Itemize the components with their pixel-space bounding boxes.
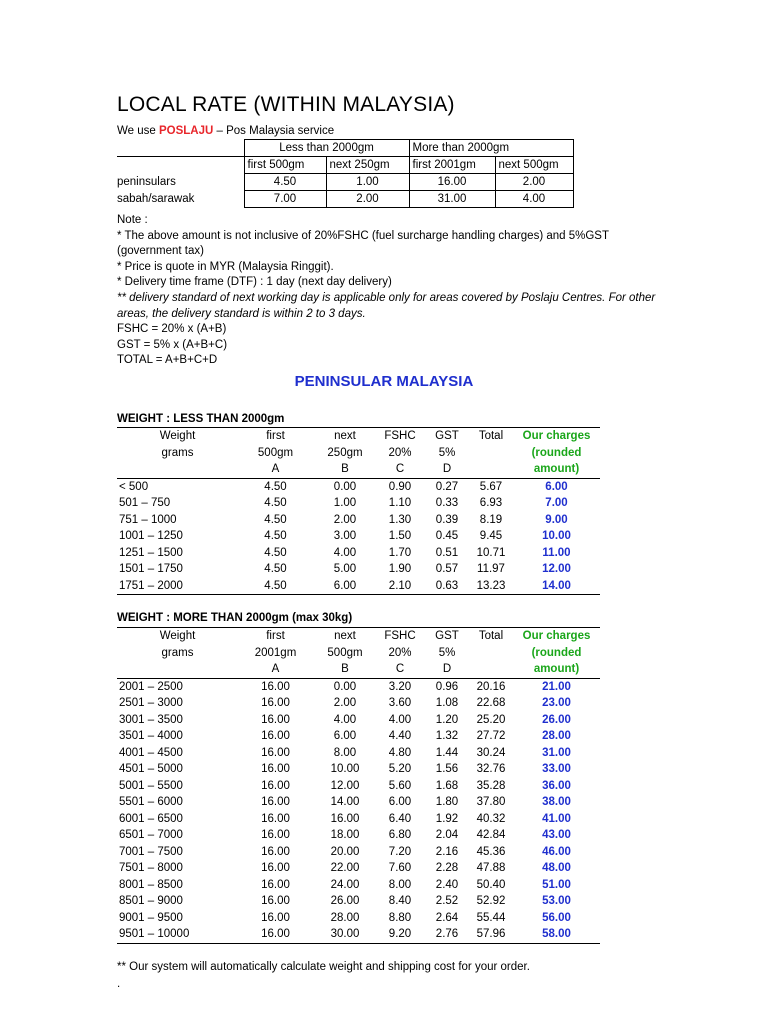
value-cell: 1.68 [435,779,459,792]
value-cell: 0.00 [333,480,357,493]
summary-rate-table [117,139,574,208]
table-row [117,910,600,927]
our-charge-cell: 48.00 [542,862,571,874]
our-charge-cell: 11.00 [542,546,571,559]
value-cell: 7.60 [388,862,412,874]
our-charge-cell: 38.00 [542,796,571,808]
value-cell: 8.80 [388,911,412,924]
column-header [117,661,236,678]
weight-range-cell: 9501 – 10000 [117,926,236,943]
table-row [117,712,600,729]
weight-range-cell: 7001 – 7500 [119,845,183,858]
value-cell: 1.70 [388,546,412,559]
value-cell: 42.84 [476,829,506,841]
weight-range-cell: 1501 – 1750 [119,563,183,575]
column-header: Weight [117,628,236,645]
trailing-mark: . [117,978,121,990]
rate-table-over-2000 [117,627,600,944]
column-header: first [236,428,315,445]
column-header [117,461,236,478]
column-header: Our charges [513,628,600,645]
value-cell: 52.92 [476,895,506,907]
weight-range-cell: 3001 – 3500 [119,713,183,726]
table1-title: WEIGHT : LESS THAN 2000gm [117,413,285,425]
our-charge-cell: 51.00 [542,878,571,891]
value-cell: 0.51 [435,546,459,559]
value-cell: 3.00 [333,530,357,542]
table-row [117,512,600,529]
table-row [117,811,600,828]
column-header: grams [161,446,194,459]
value-cell: 1.20 [435,713,459,726]
summary-sub-header: first 500gm [244,157,326,174]
notes-block [117,213,657,369]
our-charge-cell: 53.00 [542,895,571,907]
value-cell: 16.00 [261,845,290,858]
our-charge-cell: 31.00 [542,746,571,759]
column-header: Total [469,628,513,645]
weight-range-cell: 5501 – 6000 [119,796,183,808]
header-row [117,428,600,445]
weight-range-cell: 3501 – 4000 [119,730,183,742]
value-cell: 0.00 [333,680,357,693]
table-row [117,844,600,861]
poslaju-brand: POSLAJU [158,125,214,137]
weight-range-cell: 8001 – 8500 [119,878,183,891]
value-cell: 16.00 [236,926,315,943]
value-cell: 57.96 [469,926,513,943]
value-cell: 3.60 [388,697,412,709]
our-charge-cell: 58.00 [513,926,600,943]
value-cell: 0.57 [435,563,459,575]
value-cell: 4.80 [388,746,412,759]
table-row [117,877,600,894]
summary-cell: 1.00 [326,174,409,191]
value-cell: 22.68 [476,697,506,709]
note-delivery-standard: ** delivery standard of next working day is applicable only for areas covered by Poslaju Centres. For other areas, the delivery standard is within 2 to 3 days. [117,291,656,320]
formula-total: TOTAL = A+B+C+D [117,354,218,367]
weight-range-cell: 751 – 1000 [119,513,177,526]
header-row [117,628,600,645]
our-charge-cell: 28.00 [542,730,571,742]
column-header: amount) [513,661,600,678]
value-cell: 5.67 [479,480,503,493]
column-header: D [425,461,469,478]
value-cell: 2.52 [435,895,459,907]
column-header: 5% [438,646,456,659]
value-cell: 2.16 [435,845,459,858]
header-row [117,645,600,662]
weight-range-cell: 2501 – 3000 [119,697,183,709]
value-cell: 2.10 [375,578,425,595]
our-charge-cell: 23.00 [542,697,571,709]
table-row [117,495,600,512]
table-row [117,678,600,695]
column-header: A [236,661,315,678]
our-charge-cell: 6.00 [545,480,568,493]
value-cell: 6.00 [315,578,375,595]
value-cell: 9.20 [375,926,425,943]
weight-range-cell: 7501 – 8000 [119,862,183,874]
column-header: C [375,461,425,478]
value-cell: 4.50 [264,546,287,559]
value-cell: 14.00 [330,796,360,808]
summary-sub-header: next 250gm [326,157,409,174]
column-header: C [375,661,425,678]
value-cell: 9.45 [479,530,503,542]
value-cell: 35.28 [476,779,506,792]
table-row [117,478,600,495]
summary-region: peninsulars [117,176,176,188]
value-cell: 4.50 [264,497,287,509]
our-charge-cell: 56.00 [542,911,571,924]
weight-range-cell: 8501 – 9000 [119,895,183,907]
rate-table-under-2000 [117,427,600,595]
column-header: FSHC [375,428,425,445]
table-row [117,794,600,811]
weight-range-cell: 6501 – 7000 [119,829,183,841]
column-header: first [236,628,315,645]
summary-cell: 16.00 [409,174,495,191]
formula-gst: GST = 5% x (A+B+C) [117,338,228,351]
page-title: LOCAL RATE (WITHIN MALAYSIA) [117,93,455,116]
value-cell: 16.00 [261,779,290,792]
our-charge-cell: 14.00 [513,578,600,595]
column-header: Our charges [513,428,600,445]
column-header: (rounded [531,446,582,459]
summary-cell: 4.00 [495,191,573,208]
value-cell: 12.00 [330,779,360,792]
our-charge-cell: 26.00 [542,713,571,726]
column-header: B [315,661,375,678]
value-cell: 1.80 [435,796,459,808]
weight-range-cell: 5001 – 5500 [119,779,183,792]
table-row [117,528,600,545]
value-cell: 13.23 [469,578,513,595]
intro-line [117,125,334,137]
header-row [117,461,600,478]
value-cell: 26.00 [330,895,360,907]
summary-group-row [117,140,573,157]
table-row [117,778,600,795]
summary-cell: 4.50 [244,174,326,191]
value-cell: 2.00 [333,513,357,526]
value-cell: 27.72 [476,730,506,742]
value-cell: 6.40 [388,812,412,825]
value-cell: 1.32 [435,730,459,742]
column-header: (rounded [531,646,582,659]
our-charge-cell: 10.00 [542,530,571,542]
value-cell: 20.00 [330,845,360,858]
table-row [117,561,600,578]
summary-row [117,174,573,191]
weight-range-cell: 4001 – 4500 [119,746,183,759]
weight-range-cell: 6001 – 6500 [119,812,183,825]
value-cell: 32.76 [476,763,506,775]
table-row [117,745,600,762]
table-row [117,860,600,877]
value-cell: 1.56 [435,763,459,775]
column-header [469,645,513,662]
column-header: GST [425,628,469,645]
value-cell: 2.00 [333,697,357,709]
value-cell: 47.88 [476,862,506,874]
weight-range-cell: 501 – 750 [119,497,171,509]
column-header: amount) [513,461,600,478]
our-charge-cell: 33.00 [542,763,571,775]
notes-heading: Note : [117,214,148,226]
value-cell: 2.40 [435,878,459,891]
value-cell: 8.00 [333,746,357,759]
our-charge-cell: 7.00 [545,497,568,509]
value-cell: 4.00 [333,546,357,559]
value-cell: 4.50 [264,563,287,575]
weight-range-cell: 1251 – 1500 [119,546,183,559]
column-header: 2001gm [254,646,297,659]
value-cell: 16.00 [261,730,290,742]
value-cell: 6.80 [388,829,412,841]
column-header: 500gm [257,446,294,459]
weight-range-cell: 1751 – 2000 [117,578,236,595]
summary-group-more: More than 2000gm [409,140,573,157]
header-row [117,661,600,678]
value-cell: 45.36 [476,845,506,858]
value-cell: 16.00 [261,796,290,808]
value-cell: 24.00 [330,878,360,891]
summary-cell: 2.00 [326,191,409,208]
value-cell: 55.44 [476,911,506,924]
value-cell: 2.04 [435,829,459,841]
footer-note: ** Our system will automatically calculate weight and shipping cost for your order. [117,961,530,973]
our-charge-cell: 46.00 [542,845,571,858]
formula-fshc: FSHC = 20% x (A+B) [117,323,227,336]
column-header: D [425,661,469,678]
value-cell: 16.00 [261,878,290,891]
value-cell: 30.00 [315,926,375,943]
section-title: PENINSULAR MALAYSIA [294,373,474,390]
summary-group-less: Less than 2000gm [244,140,409,157]
column-header: A [236,461,315,478]
value-cell: 20.16 [476,680,506,693]
value-cell: 8.19 [479,513,503,526]
value-cell: 16.00 [261,862,290,874]
value-cell: 5.60 [388,779,412,792]
value-cell: 1.50 [388,530,412,542]
value-cell: 16.00 [330,812,360,825]
value-cell: 5.00 [333,563,357,575]
note-delivery-time: * Delivery time frame (DTF) : 1 day (next day delivery) [117,276,392,289]
weight-range-cell: 1001 – 1250 [119,530,183,542]
value-cell: 10.00 [330,763,360,775]
value-cell: 16.00 [261,911,290,924]
value-cell: 4.40 [388,730,412,742]
column-header: Total [469,428,513,445]
column-header: next [315,428,375,445]
summary-region: sabah/sarawak [117,193,195,205]
note-currency: * Price is quote in MYR (Malaysia Ringgit). [117,260,334,273]
column-header: 250gm [327,446,363,459]
value-cell: 16.00 [261,713,290,726]
our-charge-cell: 9.00 [545,513,568,526]
summary-sub-header: next 500gm [495,157,573,174]
column-header: next [315,628,375,645]
value-cell: 5.20 [388,763,412,775]
column-header: 20% [388,646,412,659]
value-cell: 16.00 [261,812,290,825]
table-row [117,926,600,943]
note-surcharge: * The above amount is not inclusive of 20%FSHC (fuel surcharge handling charges) and 5%GST (government tax) [117,229,609,258]
value-cell: 0.33 [435,497,459,509]
our-charge-cell: 41.00 [542,812,571,825]
value-cell: 10.71 [476,546,506,559]
column-header: 5% [438,446,456,459]
summary-cell: 7.00 [244,191,326,208]
column-header: B [315,461,375,478]
intro-suffix: – Pos Malaysia service [213,125,335,137]
column-header: grams [161,646,194,659]
value-cell: 1.44 [435,746,459,759]
value-cell: 1.92 [435,812,459,825]
column-header [469,661,513,678]
value-cell: 30.24 [476,746,506,759]
table-row [117,545,600,562]
summary-sub-row [117,157,573,174]
value-cell: 28.00 [330,911,360,924]
header-row [117,445,600,462]
column-header: 20% [388,446,412,459]
weight-range-cell: 9001 – 9500 [119,911,183,924]
value-cell: 6.00 [333,730,357,742]
value-cell: 2.28 [435,862,459,874]
value-cell: 1.00 [333,497,357,509]
value-cell: 16.00 [261,697,290,709]
value-cell: 40.32 [476,812,506,825]
value-cell: 16.00 [261,895,290,907]
table-row [117,695,600,712]
table-row [117,761,600,778]
value-cell: 6.00 [388,796,412,808]
our-charge-cell: 12.00 [542,563,571,575]
value-cell: 16.00 [261,763,290,775]
value-cell: 0.45 [435,530,459,542]
value-cell: 0.27 [435,480,459,493]
summary-cell: 2.00 [495,174,573,191]
weight-range-cell: 4501 – 5000 [119,763,183,775]
intro-prefix: We use [117,125,159,137]
table2-title: WEIGHT : MORE THAN 2000gm (max 30kg) [117,612,353,624]
value-cell: 2.76 [425,926,469,943]
table-row [117,893,600,910]
value-cell: 4.00 [388,713,412,726]
value-cell: 16.00 [261,746,290,759]
value-cell: 0.96 [435,680,459,693]
value-cell: 1.08 [435,697,459,709]
value-cell: 16.00 [261,680,290,693]
value-cell: 1.10 [388,497,412,509]
value-cell: 3.20 [388,680,412,693]
value-cell: 8.40 [388,895,412,907]
our-charge-cell: 36.00 [542,779,571,792]
weight-range-cell: < 500 [119,480,149,493]
summary-sub-header: first 2001gm [409,157,495,174]
value-cell: 4.50 [264,513,287,526]
value-cell: 4.50 [236,578,315,595]
value-cell: 7.20 [388,845,412,858]
value-cell: 0.90 [388,480,412,493]
value-cell: 2.64 [435,911,459,924]
value-cell: 4.00 [333,713,357,726]
our-charge-cell: 43.00 [542,829,571,841]
value-cell: 1.30 [388,513,412,526]
column-header: GST [425,428,469,445]
value-cell: 37.80 [476,796,506,808]
value-cell: 0.39 [435,513,459,526]
value-cell: 11.97 [477,563,505,575]
value-cell: 4.50 [264,530,287,542]
column-header [469,445,513,462]
value-cell: 6.93 [479,497,503,509]
table-row [117,578,600,595]
summary-cell: 31.00 [409,191,495,208]
value-cell: 0.63 [425,578,469,595]
value-cell: 8.00 [388,878,412,891]
value-cell: 22.00 [330,862,360,874]
column-header: Weight [117,428,236,445]
value-cell: 1.90 [388,563,412,575]
value-cell: 25.20 [476,713,506,726]
value-cell: 50.40 [476,878,506,891]
column-header [469,461,513,478]
table-row [117,728,600,745]
table-row [117,827,600,844]
value-cell: 4.50 [264,480,287,493]
column-header: 500gm [327,646,363,659]
our-charge-cell: 21.00 [542,680,571,693]
value-cell: 18.00 [330,829,360,841]
summary-row [117,191,573,208]
column-header: FSHC [375,628,425,645]
value-cell: 16.00 [261,829,290,841]
weight-range-cell: 2001 – 2500 [119,680,183,693]
